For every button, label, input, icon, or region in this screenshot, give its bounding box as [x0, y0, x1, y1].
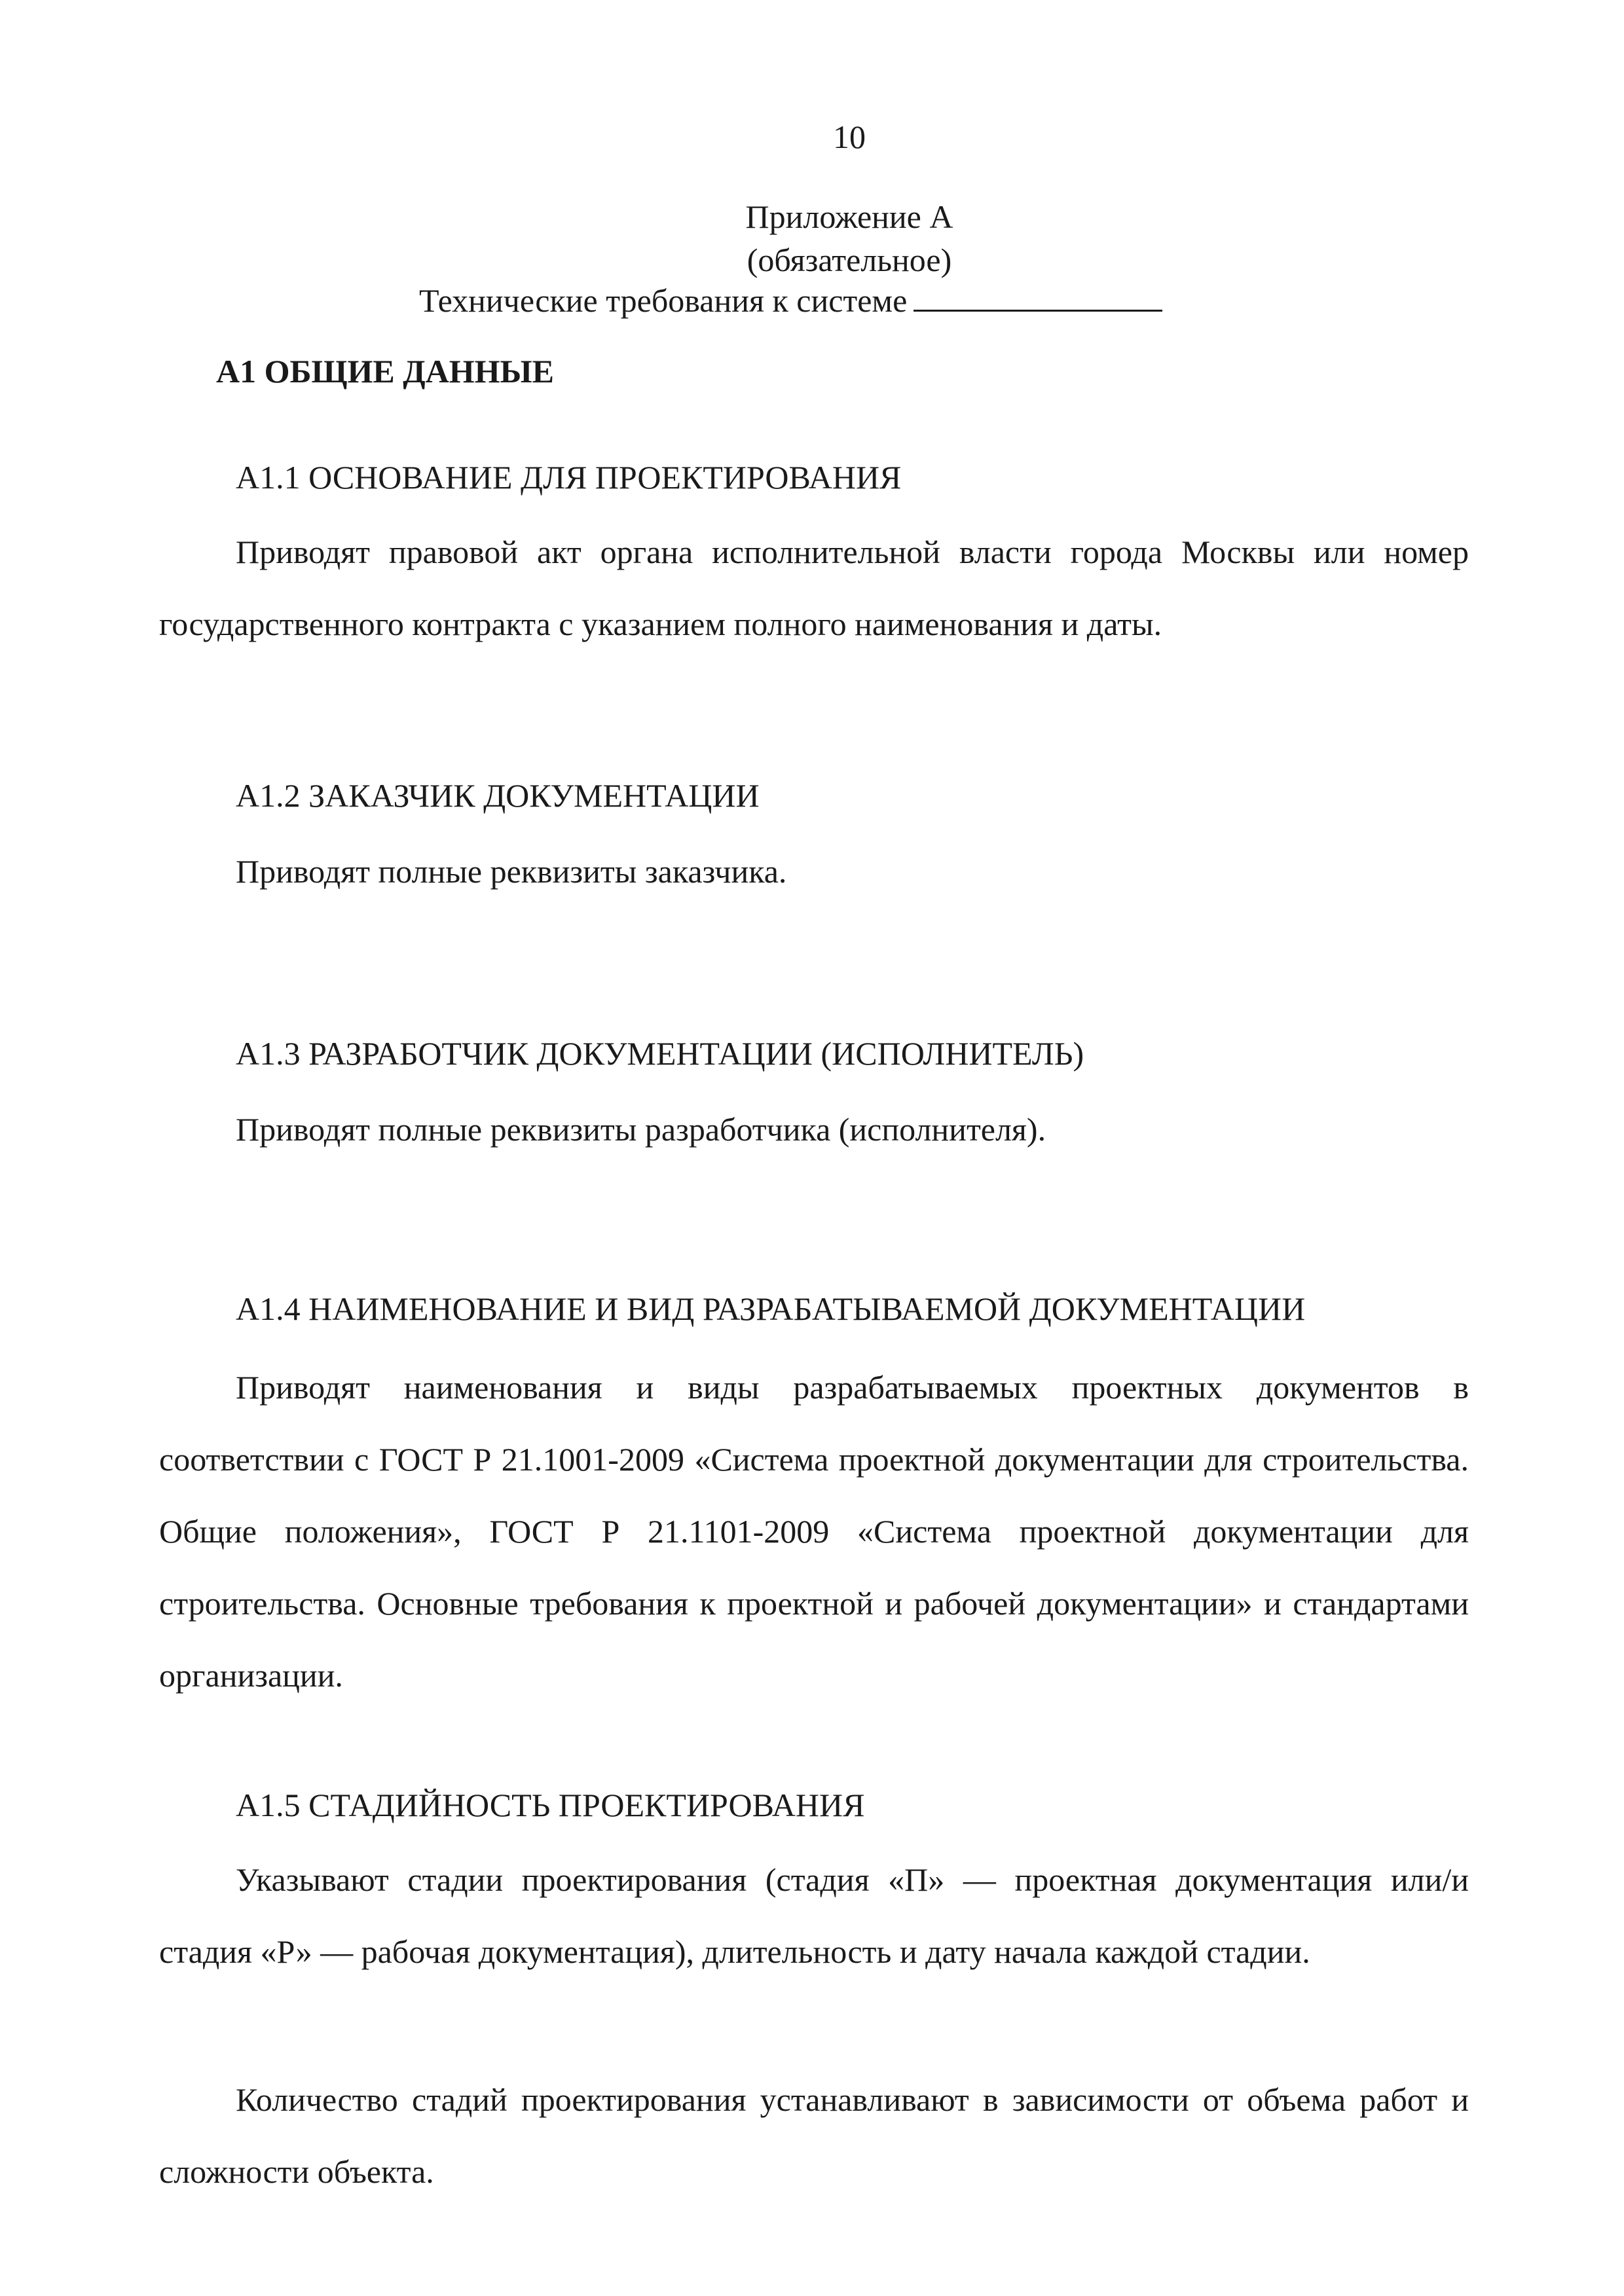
paragraph-a1-2: Приводят полные реквизиты заказчика.	[236, 853, 787, 890]
appendix-title: Приложение А	[745, 198, 953, 235]
subsection-heading-a1-4: А1.4 НАИМЕНОВАНИЕ И ВИД РАЗРАБАТЫВАЕМОЙ ДОКУМЕНТАЦИИ	[236, 1290, 1306, 1327]
section-heading: А1 ОБЩИЕ ДАННЫЕ	[216, 353, 554, 390]
subsection-heading-a1-5: А1.5 СТАДИЙНОСТЬ ПРОЕКТИРОВАНИЯ	[236, 1787, 865, 1823]
appendix-subtitle-line	[419, 282, 1162, 319]
subsection-heading-a1-2: А1.2 ЗАКАЗЧИК ДОКУМЕНТАЦИИ	[236, 777, 760, 814]
page-number: 10	[833, 118, 866, 155]
paragraph-a1-5-2: Количество стадий проектирования устанавливают в зависимости от объема работ и сложности объекта.	[159, 2081, 1469, 2190]
paragraph-a1-4: Приводят наименования и виды разрабатываемых проектных документов в соответствии с ГОСТ Р 21.1001-2009 «Система проектной документации для строительства. Общие положения», ГОСТ Р 21.1101-2009 «Система проектной документации для строительства. Основные требования к проектной и рабочей документации» и стандартами организации.	[159, 1369, 1469, 1694]
subsection-heading-a1-3: А1.3 РАЗРАБОТЧИК ДОКУМЕНТАЦИИ (ИСПОЛНИТЕЛЬ)	[236, 1035, 1084, 1072]
paragraph-a1-5-1: Указывают стадии проектирования (стадия «П» — проектная документация или/и стадия «Р» — рабочая документация), длительность и дату начала каждой стадии.	[159, 1861, 1469, 1970]
paragraph-a1-3: Приводят полные реквизиты разработчика (исполнителя).	[236, 1111, 1046, 1148]
subsection-heading-a1-1: А1.1 ОСНОВАНИЕ ДЛЯ ПРОЕКТИРОВАНИЯ	[236, 459, 902, 496]
appendix-header	[0, 195, 1624, 282]
paragraph-a1-1: Приводят правовой акт органа исполнительной власти города Москвы или номер государственного контракта с указанием полного наименования и даты.	[159, 534, 1469, 642]
appendix-status: (обязательное)	[747, 242, 952, 278]
appendix-subtitle: Технические требования к системе	[419, 282, 908, 319]
fill-in-blank-line	[913, 283, 1162, 312]
